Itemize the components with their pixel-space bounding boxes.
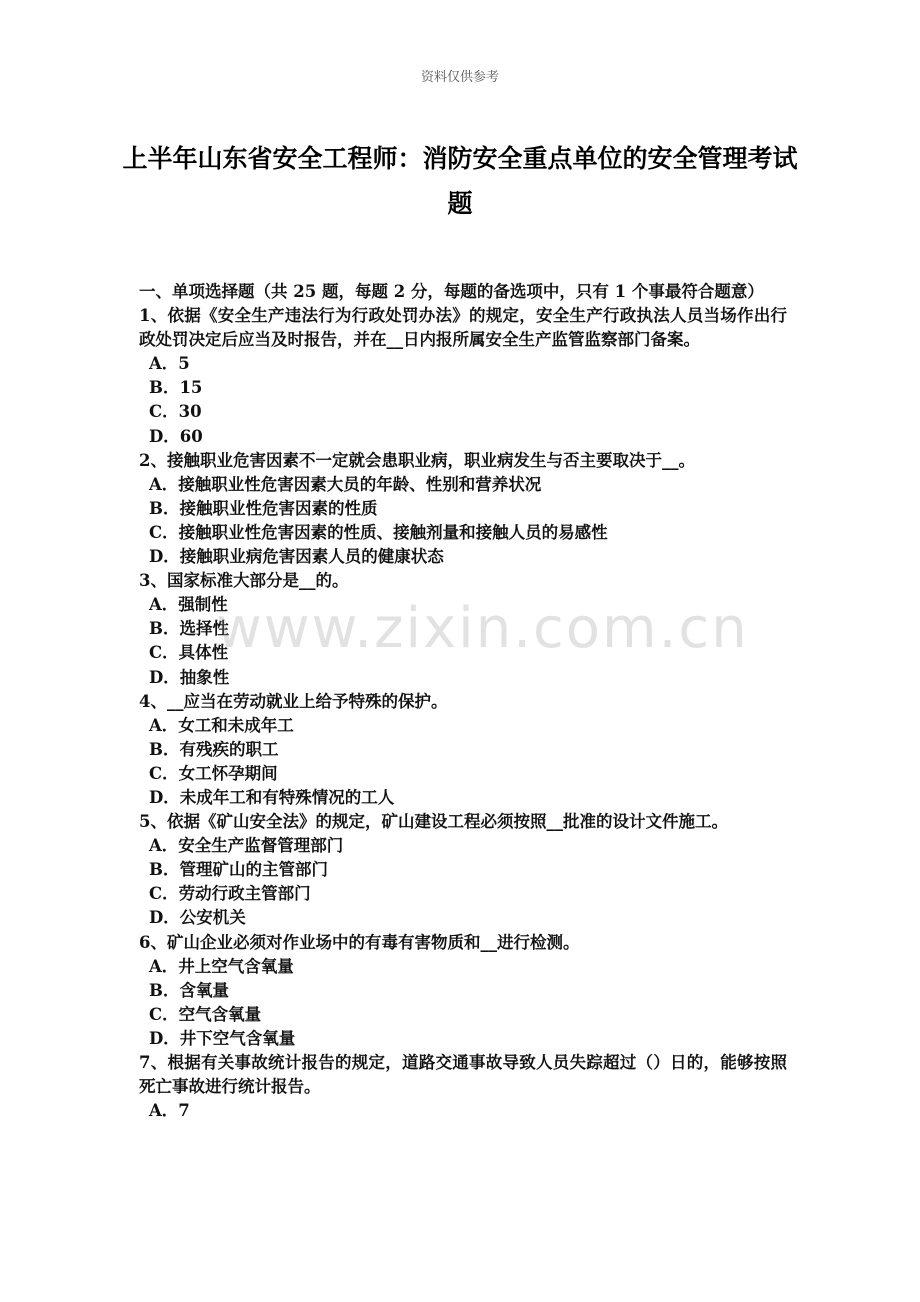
option: A．安全生产监督管理部门	[149, 836, 344, 856]
option: B．选择性	[149, 619, 229, 639]
option: B．接触职业性危害因素的性质	[149, 498, 378, 518]
option: D．井下空气含氧量	[149, 1028, 296, 1048]
question-block	[139, 449, 787, 569]
option: A．接触职业性危害因素大员的年龄、性别和营养状况	[149, 474, 542, 494]
option: A．7	[149, 1101, 190, 1121]
option: C．接触职业性危害因素的性质、接触剂量和接触人员的易感性	[149, 522, 608, 542]
watermark: www.zixin.com.cn	[216, 596, 749, 661]
question-stem: 7、根据有关事故统计报告的规定，道路交通事故导致人员失踪超过（）日的，能够按照死亡事故进行统计报告。	[139, 1053, 787, 1097]
section-heading: 一、单项选择题（共 25 题，每题 2 分，每题的备选项中，只有 1 个事最符合题意）	[139, 282, 764, 301]
option: C．劳动行政主管部门	[149, 884, 311, 904]
question-block	[139, 304, 787, 449]
option: A．强制性	[149, 595, 228, 615]
document-title: 上半年山东省安全工程师：消防安全重点单位的安全管理考试题	[122, 144, 798, 218]
option: B．有残疾的职工	[149, 739, 279, 759]
question-stem: 6、矿山企业必须对作业场中的有毒有害物质和__进行检测。	[139, 932, 580, 952]
option: D．60	[149, 426, 203, 446]
option: D．抽象性	[149, 667, 230, 687]
option: C．30	[149, 402, 202, 422]
question-stem: 5、依据《矿山安全法》的规定，矿山建设工程必须按照__批准的设计文件施工。	[139, 812, 728, 832]
question-stem: 2、接触职业危害因素不一定就会患职业病，职业病发生与否主要取决于__。	[139, 450, 695, 470]
option: C．具体性	[149, 643, 229, 663]
option: A．女工和未成年工	[149, 715, 294, 735]
question-stem: 4、__应当在劳动就业上给予特殊的保护。	[139, 691, 448, 711]
exam-content	[139, 280, 787, 1123]
question-block	[139, 690, 787, 810]
option: B．管理矿山的主管部门	[149, 860, 328, 880]
question-block	[139, 810, 787, 930]
option: D．未成年工和有特殊情况的工人	[149, 787, 395, 807]
option: B．15	[149, 378, 203, 398]
option: D．公安机关	[149, 908, 246, 928]
question-block	[139, 931, 787, 1051]
option: D．接触职业病危害因素人员的健康状态	[149, 547, 444, 567]
question-stem: 1、依据《安全生产违法行为行政处罚办法》的规定，安全生产行政执法人员当场作出行政处罚决定后应当及时报告，并在__日内报所属安全生产监管监察部门备案。	[139, 306, 787, 350]
option: A．5	[149, 354, 190, 374]
question-stem: 3、国家标准大部分是__的。	[139, 571, 349, 591]
question-block	[139, 569, 787, 689]
option: C．空气含氧量	[149, 1004, 262, 1024]
header-note: 资料仅供参考	[420, 70, 499, 85]
option: A．井上空气含氧量	[149, 956, 294, 976]
option: B．含氧量	[149, 980, 229, 1000]
question-block	[139, 1051, 787, 1123]
option: C．女工怀孕期间	[149, 763, 278, 783]
